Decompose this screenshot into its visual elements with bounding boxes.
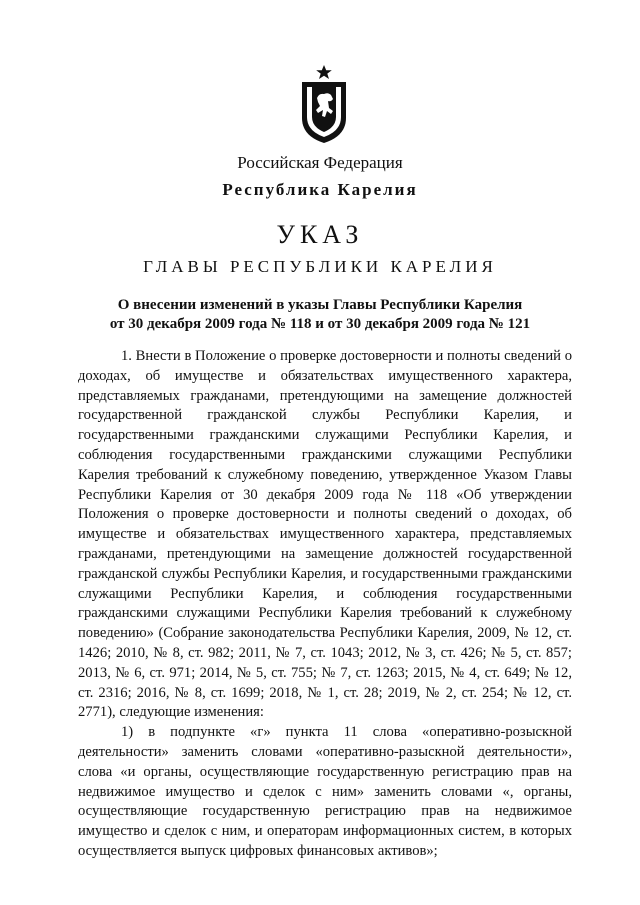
karelia-coat-of-arms-icon bbox=[298, 64, 350, 144]
document-issuer: ГЛАВЫ РЕСПУБЛИКИ КАРЕЛИЯ bbox=[143, 257, 497, 276]
document-title-line-1: О внесении изменений в указы Главы Республики Карелия bbox=[117, 297, 523, 313]
document-title-line-2: от 30 декабря 2009 года № 118 и от 30 декабря 2009 года № 121 bbox=[109, 316, 531, 332]
document-title bbox=[0, 296, 640, 334]
country-name: Российская Федерация bbox=[237, 153, 403, 172]
republic-name: Республика Карелия bbox=[222, 180, 418, 199]
document-type: УКАЗ bbox=[276, 220, 364, 249]
document-body bbox=[78, 347, 572, 862]
body-paragraph-2: 1) в подпункте «г» пункта 11 слова «оперативно-розыскной деятельности» заменить словами «оперативно-разыскной деятельности», слова «и органы, осуществляющие государственную регистрацию прав на недвижимое имущество и сделок с ним» заменить словами «, органы, осуществляющие государственную регистрацию прав на недвижимое имущество и сделок с ним, и операторам информационных систем, в которых осуществляется выпуск цифровых финансовых активов»; bbox=[78, 724, 572, 859]
body-paragraph-1: 1. Внести в Положение о проверке достоверности и полноты сведений о доходах, об имуществе и обязательствах имущественного характера, представляемых гражданами, претендующими на замещение должностей государственной гражданской службы Республики Карелия, и государственными гражданскими служащими Республики Карелия, и соблюдения государственными гражданскими служащими Республики Карелия требований к служебному поведению, утвержденное Указом Главы Республики Карелия от 30 декабря 2009 года № 118 «Об утверждении Положения о проверке достоверности и полноты сведений о доходах, об имуществе и обязательствах имущественного характера, представляемых гражданами, претендующими на замещение должностей государственной гражданской службы Республики Карелия, и государственными гражданскими служащими Республики Карелия, и соблюдения государственными гражданскими служащими Республики Карелия требований к служебному поведению» (Собрание законодательства Республики Карелия, 2009, № 12, ст. 1426; 2010, № 8, ст. 982; 2011, № 7, ст. 1043; 2012, № 3, ст. 426; № 5, ст. 857; 2013, № 6, ст. 971; 2014, № 5, ст. 755; № 7, ст. 1263; 2015, № 4, ст. 649; № 12, ст. 2316; 2016, № 8, ст. 1699; 2018, № 1, ст. 28; 2019, № 2, ст. 254; № 12, ст. 2771), следующие изменения: bbox=[78, 348, 572, 721]
